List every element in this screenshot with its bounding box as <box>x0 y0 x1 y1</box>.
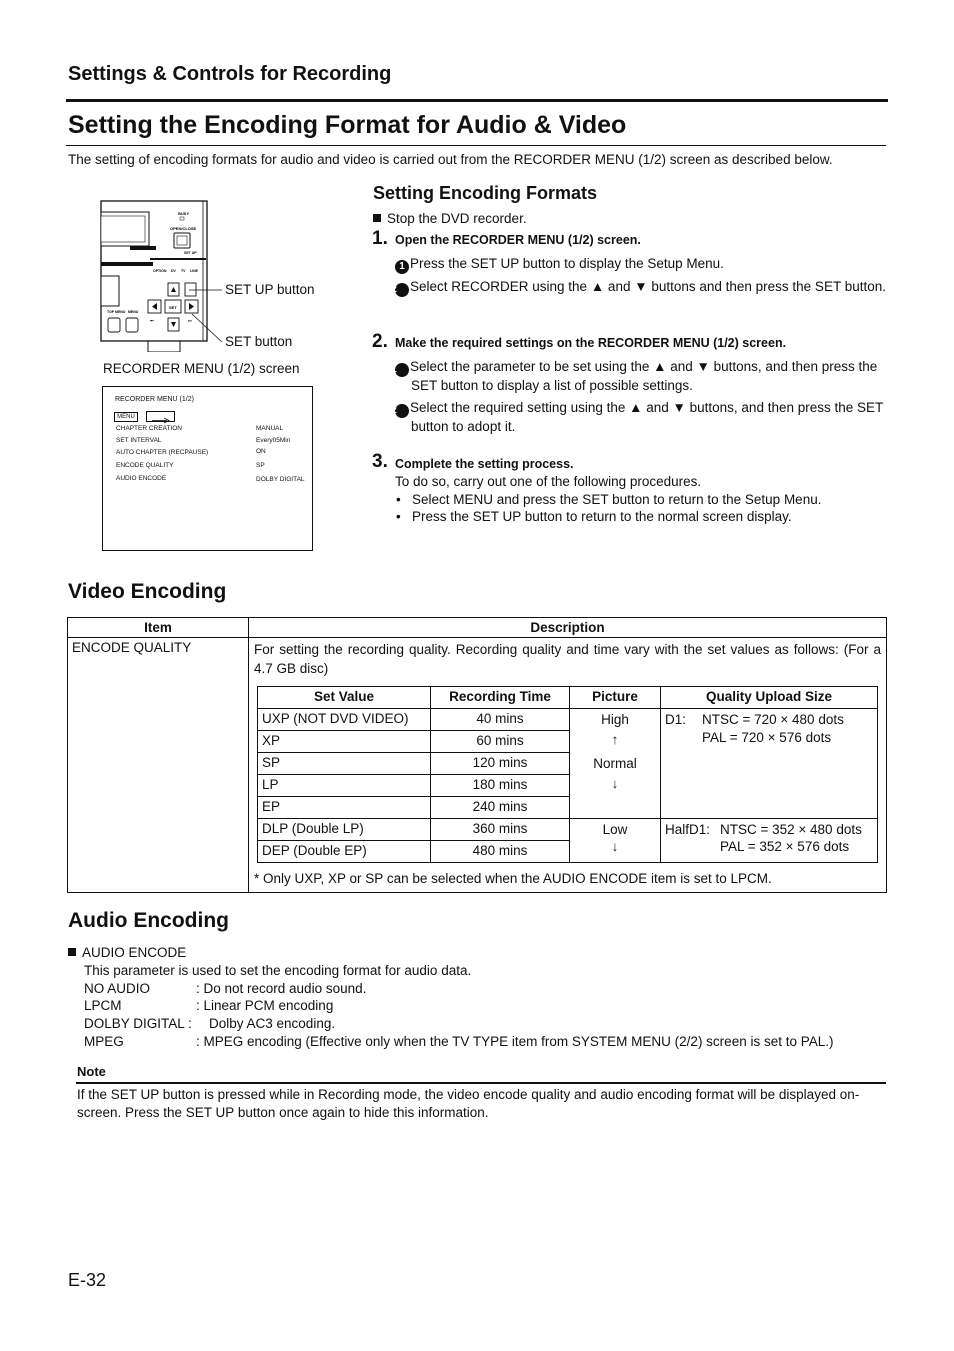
menu-row-label: ENCODE QUALITY <box>116 462 174 469</box>
recorder-menu-screen <box>102 386 313 551</box>
d1-pal: PAL = 720 × 576 dots <box>702 730 832 745</box>
menu-row-label: SET INTERVAL <box>116 437 162 444</box>
audio-option-value: : Do not record audio sound. <box>196 981 367 996</box>
time-cell: 480 mins <box>431 841 570 863</box>
time-cell: 40 mins <box>431 709 570 731</box>
set-value-cell: XP <box>258 731 431 753</box>
formats-title: Setting Encoding Formats <box>373 183 598 203</box>
quality-header-row <box>258 687 878 709</box>
table-row <box>68 638 887 893</box>
stop-line <box>373 211 527 226</box>
halfd1-label: HalfD1: <box>665 822 711 837</box>
set-value-cell: DLP (Double LP) <box>258 819 431 841</box>
screen-caption: RECORDER MENU (1/2) screen <box>103 361 300 376</box>
circled-2-icon: 2 <box>395 283 409 297</box>
menu-row-value: SP <box>256 462 265 469</box>
line-label: LINE <box>190 269 198 273</box>
col-description-header: Description <box>249 618 887 638</box>
step3-bullet-1-text: Select MENU and press the SET button to return to the Setup Menu. <box>411 492 822 507</box>
picture-low: Low <box>602 822 628 837</box>
open-close-label: OPEN/CLOSE <box>170 226 197 231</box>
halfd1-cell <box>661 819 878 863</box>
callout-lines <box>180 280 230 350</box>
time-cell: 120 mins <box>431 753 570 775</box>
set-value-cell: EP <box>258 797 431 819</box>
menu-row-value: DOLBY DIGITAL <box>256 476 305 483</box>
audio-description: This parameter is used to set the encoding format for audio data. <box>84 963 472 978</box>
set-button-callout: SET button <box>225 334 293 349</box>
step2-b <box>391 399 887 436</box>
d1-label: D1: <box>665 712 687 727</box>
arrow-down-icon: ↓ <box>611 776 619 791</box>
step2-a <box>391 358 887 395</box>
menu-row-label: AUDIO ENCODE <box>116 475 167 482</box>
menu-small-label: MENU <box>128 310 139 314</box>
d1-cell <box>661 709 878 819</box>
description-cell <box>249 638 887 893</box>
set-value-header: Set Value <box>258 687 431 709</box>
arrow-right-icon <box>146 411 175 422</box>
table-row <box>258 709 878 731</box>
menu-tag: MENU <box>114 412 138 422</box>
set-value-cell: DEP (Double EP) <box>258 841 431 863</box>
table-header-row <box>68 618 887 638</box>
title-rule <box>66 145 886 146</box>
set-up-button-callout: SET UP button <box>225 282 315 297</box>
audio-option-key: LPCM <box>84 998 122 1013</box>
option-label: OPTION <box>153 269 167 273</box>
bullet-square-icon <box>373 214 381 222</box>
step1-a-text: Press the SET UP button to display the Setup Menu. <box>410 256 724 271</box>
halfd1-pal: PAL = 352 × 576 dots <box>720 839 850 854</box>
d1-ntsc: NTSC = 720 × 480 dots <box>702 712 844 727</box>
dv-label: DV <box>171 269 176 273</box>
set-value-cell: SP <box>258 753 431 775</box>
time-cell: 240 mins <box>431 797 570 819</box>
skip-forward-icon: ⏭ <box>188 318 192 323</box>
note-title: Note <box>77 1064 106 1079</box>
note-text: If the SET UP button is pressed while in Recording mode, the video encode quality and audio encoding format will be displayed on-screen. Press the SET UP button once again to hide this information. <box>77 1087 860 1120</box>
time-cell: 60 mins <box>431 731 570 753</box>
step1-a <box>395 256 724 274</box>
top-menu-label: TOP MENU <box>107 310 126 314</box>
set-value-cell: UXP (NOT DVD VIDEO) <box>258 709 431 731</box>
set-value-cell: LP <box>258 775 431 797</box>
arrow-down-icon: ↓ <box>611 839 619 854</box>
time-cell: 180 mins <box>431 775 570 797</box>
menu-row-label: CHAPTER CREATION <box>116 425 182 432</box>
header-rule <box>66 99 888 102</box>
item-cell: ENCODE QUALITY <box>68 638 249 893</box>
step2-number: 2. <box>372 331 388 352</box>
halfd1-ntsc: NTSC = 352 × 480 dots <box>720 822 862 837</box>
page-number: E-32 <box>68 1270 107 1290</box>
step3-title: Complete the setting process. <box>395 457 574 471</box>
set-small-label: SET <box>169 305 177 310</box>
picture-high: High <box>601 712 629 727</box>
menu-screen-title: RECORDER MENU (1/2) <box>115 396 194 403</box>
audio-option-key: DOLBY DIGITAL : <box>84 1016 192 1031</box>
step1-number: 1. <box>372 228 388 249</box>
note-rule <box>76 1082 886 1084</box>
audio-option-value: : MPEG encoding (Effective only when the TV TYPE item from SYSTEM MENU (2/2) screen is set to PAL.) <box>196 1034 834 1049</box>
step3-bullet-2: • Press the SET UP button to return to the normal screen display. <box>396 509 792 524</box>
step3-bullet-2-text: Press the SET UP button to return to the normal screen display. <box>411 509 792 524</box>
audio-item <box>68 945 186 960</box>
circled-1-icon: 1 <box>395 260 409 274</box>
step1-title: Open the RECORDER MENU (1/2) screen. <box>395 233 641 247</box>
page-title: Setting the Encoding Format for Audio & Video <box>68 111 627 139</box>
step2-b-text: Select the required setting using the ▲ and ▼ buttons, and then press the SET button to adopt it. <box>410 400 884 434</box>
stop-text: Stop the DVD recorder. <box>387 211 527 226</box>
audio-option-value: Dolby AC3 encoding. <box>209 1016 336 1031</box>
audio-option-key: MPEG <box>84 1034 124 1049</box>
quality-table <box>257 686 878 863</box>
audio-option-key: NO AUDIO <box>84 981 151 996</box>
bullet-square-icon <box>68 948 76 956</box>
picture-low-cell <box>570 819 661 863</box>
set-up-small-label: SET UP <box>184 251 197 255</box>
intro-text: The setting of encoding formats for audio and video is carried out from the RECORDER MENU (1/2) screen as described below. <box>68 152 833 167</box>
upload-size-header: Quality Upload Size <box>661 687 878 709</box>
video-footnote: * Only UXP, XP or SP can be selected when the AUDIO ENCODE item is set to LPCM. <box>254 871 772 886</box>
circled-1-icon: 1 <box>395 363 409 377</box>
menu-row-label: AUTO CHAPTER (RECPAUSE) <box>116 449 209 456</box>
step1-b-text: Select RECORDER using the ▲ and ▼ buttons and then press the SET button. <box>410 279 886 294</box>
step3-number: 3. <box>372 451 388 472</box>
tv-label: TV <box>181 269 186 273</box>
picture-normal: Normal <box>593 756 637 771</box>
step3-bullet-1: • Select MENU and press the SET button to return to the Setup Menu. <box>396 492 822 507</box>
section-header: Settings & Controls for Recording <box>68 63 392 85</box>
time-cell: 360 mins <box>431 819 570 841</box>
picture-high-normal-cell <box>570 709 661 819</box>
picture-header: Picture <box>570 687 661 709</box>
step2-a-text: Select the parameter to be set using the ▲ and ▼ buttons, and then press the SET button to display a list of possible settings. <box>410 359 878 393</box>
audio-option-value: : Linear PCM encoding <box>196 998 334 1013</box>
audio-item-text: AUDIO ENCODE <box>82 945 187 960</box>
description-text: For setting the recording quality. Recording quality and time vary with the set values as follows: (For a 4.7 GB disc) <box>254 642 881 676</box>
step3-line: To do so, carry out one of the following procedures. <box>395 474 702 489</box>
busy-label: BUSY <box>178 211 190 216</box>
arrow-up-icon: ↑ <box>611 732 619 747</box>
menu-row-value: Every05Min <box>256 437 291 444</box>
audio-encoding-heading: Audio Encoding <box>68 909 229 932</box>
table-row <box>258 819 878 841</box>
circled-2-icon: 2 <box>395 404 409 418</box>
step1-b <box>391 278 887 297</box>
recording-time-header: Recording Time <box>431 687 570 709</box>
step2-title: Make the required settings on the RECORDER MENU (1/2) screen. <box>395 336 787 350</box>
skip-back-icon: ⏮ <box>150 318 154 323</box>
menu-row-value: ON <box>256 448 266 455</box>
menu-row-value: MANUAL <box>256 425 284 432</box>
video-encoding-heading: Video Encoding <box>68 580 227 603</box>
col-item-header: Item <box>68 618 249 638</box>
video-encoding-table <box>67 617 887 893</box>
